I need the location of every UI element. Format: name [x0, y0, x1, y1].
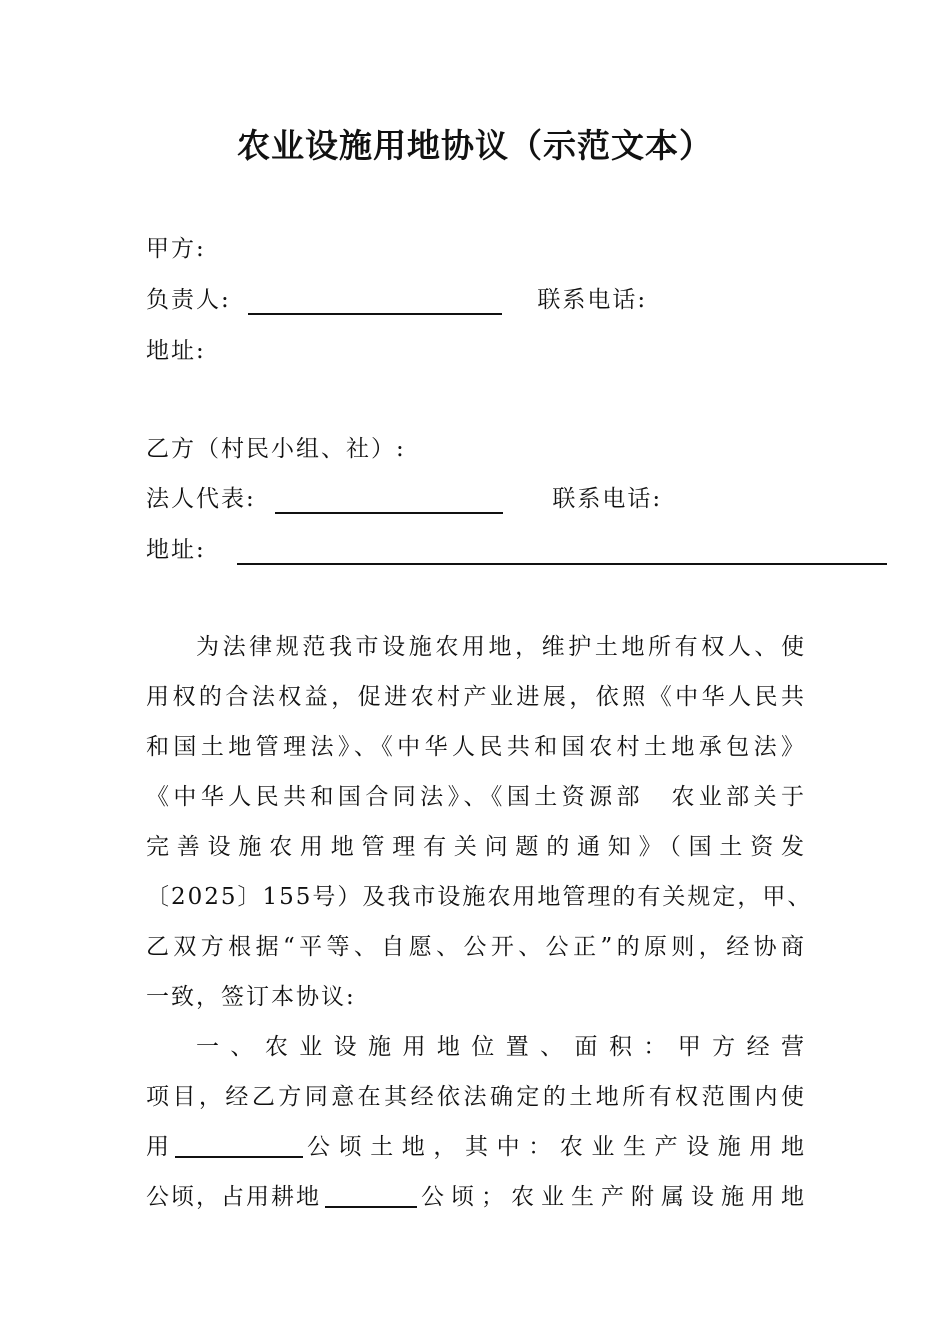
- body-line: 完善设施农用地管理有关问题的通知》（国土资发: [146, 834, 806, 860]
- clause-1-line: 一、农业设施用地位置、面积：甲方经营: [196, 1034, 806, 1060]
- party-a-label: 甲方:: [146, 236, 206, 262]
- party-b-label: 乙方（村民小组、社）:: [146, 436, 406, 462]
- body-line: 为法律规范我市设施农用地，维护土地所有权人、使: [196, 634, 806, 660]
- area-blank[interactable]: [175, 1122, 303, 1158]
- body-line: 〔2025〕155号）及我市设施农用地管理的有关规定，甲、: [146, 884, 813, 910]
- body-line: 乙双方根据“平等、自愿、公开、公正”的原则，经协商: [146, 934, 806, 960]
- clause-text: 公顷；农业生产附属设施用地: [421, 1184, 806, 1210]
- clause-text: 公顷，占用耕地: [146, 1184, 321, 1210]
- person-blank[interactable]: [248, 289, 502, 315]
- body-paragraph: [146, 622, 813, 1222]
- farmland-blank[interactable]: [325, 1172, 417, 1208]
- address-blank[interactable]: [237, 539, 887, 565]
- body-line: 和国土地管理法》、《中华人民共和国农村土地承包法》: [146, 734, 806, 760]
- person-label: 负责人:: [146, 287, 231, 313]
- clause-1-line: 项目，经乙方同意在其经依法确定的土地所有权范围内使: [146, 1084, 806, 1110]
- party-b-address-row: [146, 535, 887, 565]
- clause-1-line: [146, 1172, 806, 1222]
- party-a-person-row: [146, 285, 647, 315]
- address-label-b: 地址:: [146, 537, 206, 563]
- clause-text: 公顷土地，其中：农业生产设施用地: [307, 1134, 806, 1160]
- clause-text: 用: [146, 1134, 171, 1160]
- body-line: 一致，签订本协议:: [146, 984, 356, 1010]
- body-line: 用权的合法权益，促进农村产业进展，依照《中华人民共: [146, 684, 806, 710]
- rep-blank[interactable]: [275, 488, 503, 514]
- document-title: 农业设施用地协议（示范文本）: [237, 126, 713, 165]
- rep-label: 法人代表:: [146, 486, 256, 512]
- phone-label: 联系电话:: [537, 287, 648, 313]
- phone-label-b: 联系电话:: [552, 486, 663, 512]
- party-a-address-label: 地址:: [146, 338, 206, 364]
- body-line: 《中华人民共和国合同法》、《国土资源部 农业部关于: [146, 784, 806, 810]
- clause-1-line: [146, 1122, 806, 1172]
- party-b-rep-row: [146, 484, 662, 514]
